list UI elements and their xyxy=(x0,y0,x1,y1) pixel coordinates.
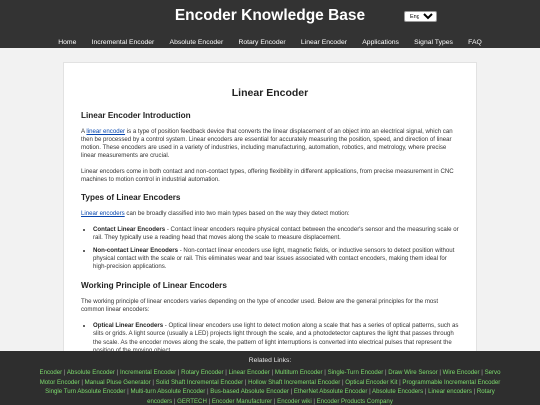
footer-link[interactable]: Encoder Products Company xyxy=(316,397,393,405)
footer-link[interactable]: Manual Pluse Generator xyxy=(84,378,151,386)
list-item xyxy=(93,247,459,271)
footer-link[interactable]: Encoder Manufacturer xyxy=(211,397,273,405)
footer-link[interactable]: Linear Encoder xyxy=(228,369,270,376)
footer-link-row xyxy=(0,378,540,388)
footer-separator: | xyxy=(479,369,485,376)
footer-link[interactable]: Wire Encoder xyxy=(442,369,480,376)
list-item-term: Non-contact Linear Encoders xyxy=(93,246,178,254)
nav-faq[interactable]: FAQ xyxy=(468,39,482,46)
footer-separator: | xyxy=(150,378,156,386)
list-item-desc: - Contact linear encoders require physical contact between the encoder's sensor and the measuring scale or rail. They typically use a reading head that moves along the scale to measure displacement. xyxy=(93,225,459,241)
footer-separator: | xyxy=(125,388,131,396)
intro-paragraph xyxy=(81,128,459,160)
footer-link[interactable]: GERTECH xyxy=(177,397,207,405)
list-item-term: Optical Linear Encoders xyxy=(93,322,164,330)
list-item-desc: - Optical linear encoders use light to detect motion along a scale that has a series of optical patterns, such as slits or grids. A light source (usually a LED) projects light through the scale, and a photodetector captures the light that passes through the scale. As the encoder moves along the scale, the pattern of light interruptions is converted into electrical pulses that represent the xyxy=(93,322,459,346)
footer-link[interactable]: Programmable Incremental Encoder xyxy=(402,378,501,386)
footer-link[interactable]: Linear encoders xyxy=(428,388,472,396)
page-title: Linear Encoder xyxy=(231,87,309,99)
list-item-desc: - Non-contact linear encoders use light, magnetic fields, or inductive sensors to detect position without physical contact with the scale or rail. This eliminates wear and tear issues associated with contact encoders, making them ideal for high-precision applications. xyxy=(93,246,455,271)
working-paragraph: The working principle of linear encoders varies depending on the type of encoder used. Below are the general principles for the most common linear encoders: xyxy=(81,298,439,314)
footer-separator: | xyxy=(114,369,120,376)
footer-separator: | xyxy=(471,388,477,396)
nav-signal-types[interactable]: Signal Types xyxy=(414,39,453,46)
working-heading: Working Principle of Linear Encoders xyxy=(81,281,227,291)
footer-link[interactable]: Draw Wire Sensor xyxy=(388,369,438,376)
footer-link[interactable]: Encoder wiki xyxy=(277,397,312,405)
footer-separator: | xyxy=(423,388,429,396)
intro-text: is a type of position feedback device that converts the linear displacement of an object into an electrical signal, which can then be processed by a control system. Linear encoders are essential for accurately measuring the position, speed, and direction of linear motion. These encoders are used in a variety of industries, including manufacturing, automation, robotics, and metrology, where precise linear measurements are crucial. xyxy=(81,128,453,160)
footer-link-row xyxy=(0,368,540,378)
footer-link[interactable]: Optical Encoder Kit xyxy=(345,378,398,386)
footer-title: Related Links: xyxy=(248,357,292,364)
footer-link[interactable]: Rotary Encoder xyxy=(181,369,224,376)
footer-link[interactable]: Servo xyxy=(484,369,501,376)
footer-link[interactable]: Incremental Encoder xyxy=(119,369,177,376)
footer-separator: | xyxy=(79,378,85,386)
footer-link[interactable]: Single Turn Absolute Encoder xyxy=(45,388,126,396)
footer-link[interactable]: Multi-turn Absolute Encoder xyxy=(130,388,206,396)
nav-rotary-encoder[interactable]: Rotary Encoder xyxy=(238,39,286,46)
footer-link[interactable]: Bus-based Absolute Encoder xyxy=(210,388,289,396)
footer-separator: | xyxy=(383,369,389,376)
article-container xyxy=(63,62,477,362)
footer-link[interactable]: Absolute Encoder xyxy=(66,369,115,376)
nav-home[interactable]: Home xyxy=(58,39,77,46)
footer-link[interactable]: Encoder xyxy=(39,369,63,376)
footer-link[interactable]: Absolute Encoders xyxy=(372,388,424,396)
footer-link[interactable]: EtherNet Absolute Encoder xyxy=(293,388,368,396)
footer-link[interactable]: Multiturn Encoder xyxy=(274,369,323,376)
footer-separator: | xyxy=(437,369,443,376)
footer-link-row xyxy=(0,387,540,397)
footer-separator: | xyxy=(223,369,229,376)
footer-link[interactable]: Single-Turn Encoder xyxy=(327,369,384,376)
footer-link[interactable]: Rotary xyxy=(476,388,495,396)
types-list xyxy=(81,226,459,271)
footer-separator: | xyxy=(272,397,278,405)
footer-link[interactable]: Motor Encoder xyxy=(39,378,80,386)
nav-absolute-encoder[interactable]: Absolute Encoder xyxy=(169,39,224,46)
nav-applications[interactable]: Applications xyxy=(362,39,399,46)
intro-prefix: A xyxy=(81,128,87,135)
footer-links xyxy=(0,368,540,405)
footer-separator: | xyxy=(322,369,328,376)
intro-heading: Linear Encoder Introduction xyxy=(81,111,191,120)
footer-separator: | xyxy=(205,388,211,396)
nav-incremental-encoder[interactable]: Incremental Encoder xyxy=(91,39,155,46)
site-title: Encoder Knowledge Base xyxy=(174,7,366,24)
footer-separator: | xyxy=(243,378,249,386)
footer-separator: | xyxy=(397,378,403,386)
language-select[interactable] xyxy=(404,11,437,22)
footer-separator: | xyxy=(172,397,178,405)
types-heading: Types of Linear Encoders xyxy=(81,192,181,202)
types-paragraph xyxy=(81,210,459,218)
footer-separator: | xyxy=(176,369,182,376)
footer-separator: | xyxy=(206,397,212,405)
list-item xyxy=(93,226,459,242)
footer-link[interactable]: Solid Shaft Incremental Encoder xyxy=(155,378,244,386)
site-footer xyxy=(0,351,540,405)
linear-encoders-link[interactable]: Linear encoders xyxy=(81,209,125,217)
site-header xyxy=(0,0,540,48)
footer-link[interactable]: encoders xyxy=(147,397,173,405)
footer-separator: | xyxy=(340,378,346,386)
main-nav xyxy=(0,31,540,49)
footer-link-row xyxy=(0,397,540,405)
intro-paragraph-2: Linear encoders come in both contact and non-contact types, offering flexibility in different applications, from precise measurement in CNC machines to motion control in industrial automation. xyxy=(81,168,454,184)
nav-linear-encoder[interactable]: Linear Encoder xyxy=(300,39,348,46)
linear-encoder-link[interactable]: linear encoder xyxy=(86,128,126,135)
types-text: can be broadly classified into two main types based on the way they detect motion: xyxy=(124,209,350,217)
footer-link[interactable]: Hollow Shaft Incremental Encoder xyxy=(248,378,341,386)
list-item-term: Contact Linear Encoders xyxy=(93,225,166,233)
footer-separator: | xyxy=(311,397,317,405)
footer-separator: | xyxy=(269,369,275,376)
footer-separator: | xyxy=(62,369,67,376)
footer-separator: | xyxy=(367,388,373,396)
footer-separator: | xyxy=(288,388,294,396)
list-item xyxy=(93,322,459,354)
